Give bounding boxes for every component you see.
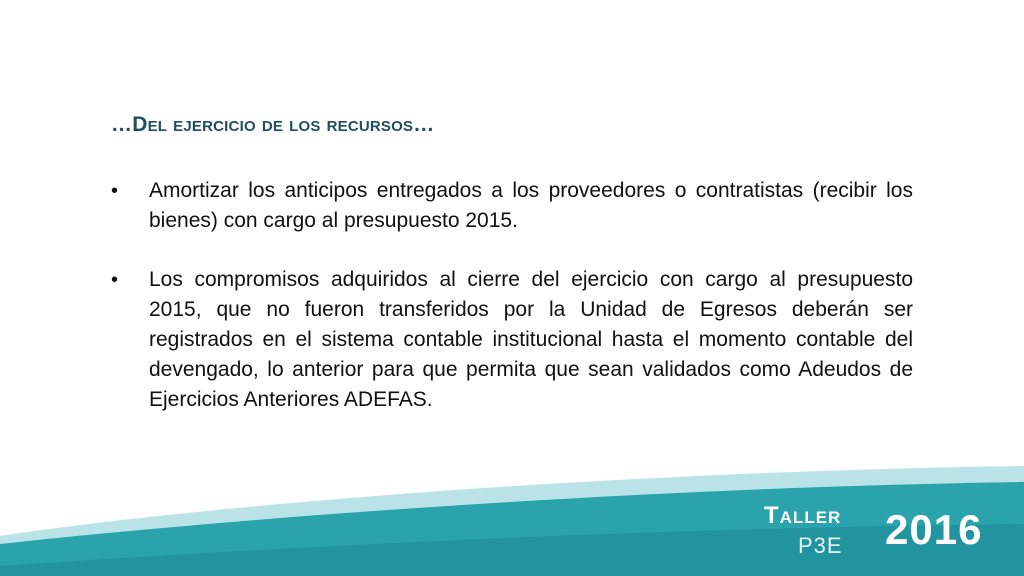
bullet-item [111, 265, 913, 415]
bullet-icon: • [111, 180, 119, 202]
bullet-icon: • [111, 269, 119, 291]
footer-band [0, 466, 1024, 576]
bullet-text: Amortizar los anticipos entregados a los proveedores o contratistas (recibir los bienes) con cargo al presupuesto 2015. [149, 179, 913, 232]
brand-subtitle: P3E [798, 533, 843, 558]
bullet-text: Los compromisos adquiridos al cierre del ejercicio con cargo al presupuesto 2015, que no fueron transferidos por la Unidad de Egresos deberán ser registrados en el sistema contable institucional hasta el momento contable del devengado, lo anterior para que permita que sean validados como Adeudos de Ejercicios Anteriores ADEFAS. [149, 268, 913, 411]
slide-heading: …Del ejercicio de los recursos… [111, 113, 435, 136]
footer-wave-graphic [0, 466, 1024, 576]
brand-year: 2016 [885, 506, 983, 553]
bullet-item [111, 176, 913, 236]
brand-title: Taller [764, 502, 842, 529]
bullet-list [111, 176, 913, 444]
